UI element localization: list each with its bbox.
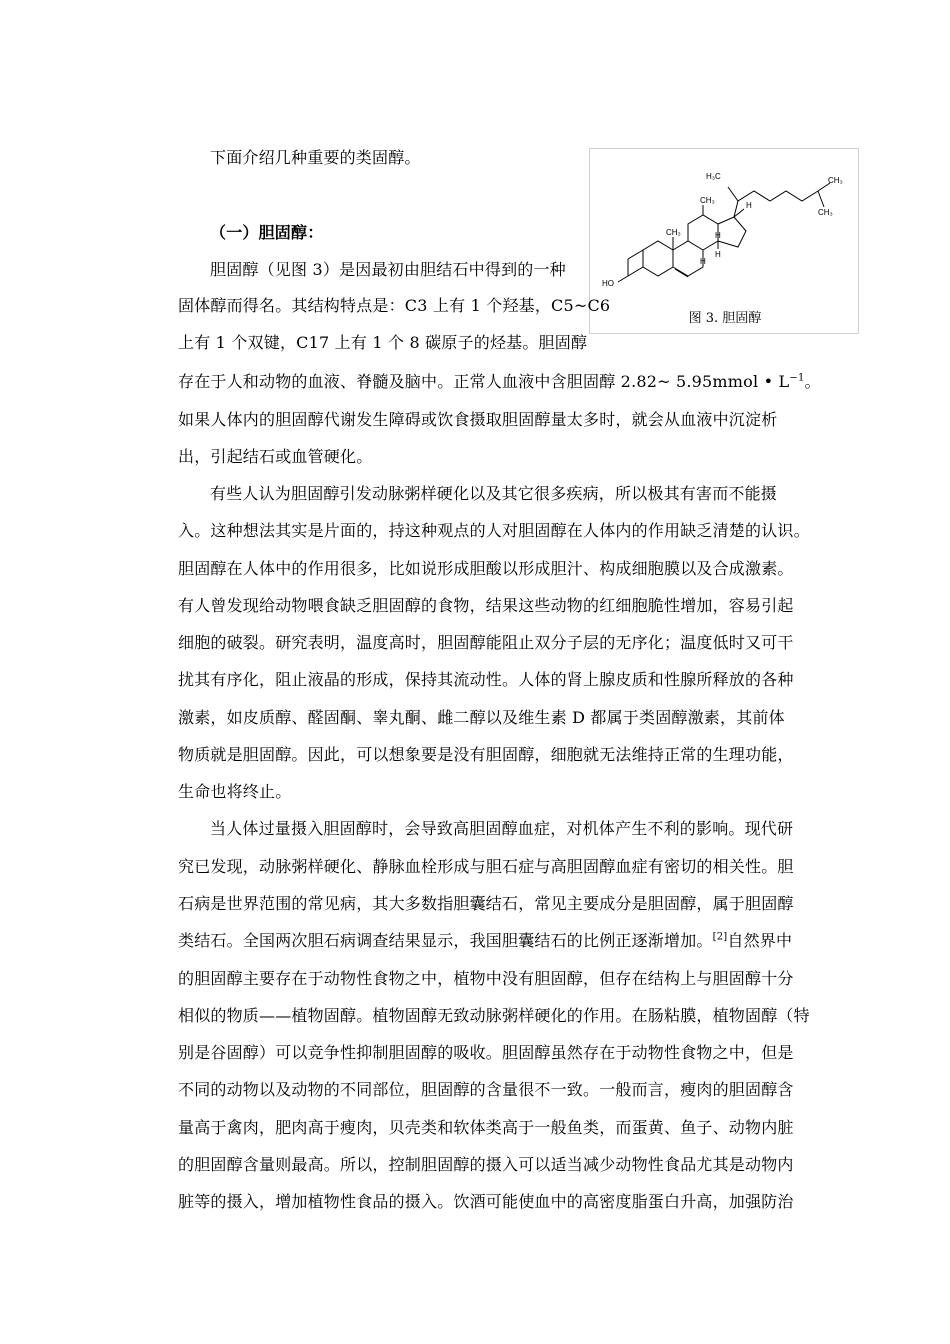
p2-line-6: 扰其有序化，阻止液晶的形成，保持其流动性。人体的肾上腺皮质和性腺所释放的各种 (178, 670, 794, 689)
p2-line-2: 入。这种想法其实是片面的，持这种观点的人对胆固醇在人体内的作用缺乏清楚的认识。 (178, 521, 810, 540)
figure-cholesterol (589, 148, 859, 334)
p1-line-2: 固体醇而得名。其结构特点是：C3 上有 1 个羟基，C5~C6 (178, 296, 611, 315)
p3-line-9: 量高于禽肉，肥肉高于瘦肉，贝壳类和软体类高于一般鱼类，而蛋黄、鱼子、动物内脏 (178, 1118, 794, 1137)
p3-line-2: 究已发现，动脉粥样硬化、静脉血栓形成与胆石症与高胆固醇血症有密切的相关性。胆 (178, 857, 794, 876)
p3-line-5: 的胆固醇主要存在于动物性食物之中，植物中没有胆固醇，但存在结构上与胆固醇十分 (178, 969, 794, 988)
p3-line-4 (178, 931, 792, 951)
label-h-c14: H (715, 250, 721, 259)
figure-caption: 图 3. 胆固醇 (688, 311, 762, 326)
p1-line-4 (178, 372, 821, 392)
p1-line-1: 胆固醇（见图 3）是因最初由胆结石中得到的一种 (210, 260, 566, 279)
label-ho: HO (602, 279, 614, 288)
p3-line-4-text: 类结石。全国两次胆石病调查结果显示，我国胆囊结石的比例正逐渐增加。 (178, 931, 713, 950)
p1-line-4-end: 。 (804, 372, 821, 391)
p1-line-4-text: 存在于人和动物的血液、脊髓及脑中。正常人血液中含胆固醇 2.82~ 5.95mmol • L (178, 372, 790, 391)
label-ch3-ring-c: CH₃ (700, 196, 715, 205)
label-h-c8: H (700, 257, 706, 266)
p2-line-8: 物质就是胆固醇。因此，可以想象要是没有胆固醇，细胞就无法维持正常的生理功能， (178, 745, 794, 764)
p1-line-3: 上有 1 个双键，C17 上有 1 个 8 碳原子的烃基。胆固醇 (178, 333, 588, 352)
p2-line-3: 胆固醇在人体中的作用很多，比如说形成胆酸以形成胆汁、构成细胞膜以及合成激素。 (178, 559, 794, 578)
label-h-c17: H (746, 201, 752, 210)
p3-line-3: 石病是世界范围的常见病，其大多数指胆囊结石，常见主要成分是胆固醇，属于胆固醇 (178, 894, 794, 913)
label-h-c9: H (715, 231, 721, 240)
cholesterol-structure-diagram (598, 161, 852, 311)
label-ch3-ring-a: CH₃ (666, 228, 681, 237)
label-ch3-top: CH₃ (828, 176, 843, 185)
p2-line-4: 有人曾发现给动物喂食缺乏胆固醇的食物，结果这些动物的红细胞脆性增加，容易引起 (178, 596, 794, 615)
p3-line-7: 别是谷固醇）可以竞争性抑制胆固醇的吸收。胆固醇虽然存在于动物性食物之中，但是 (178, 1043, 794, 1062)
label-h3c: H₃C (706, 172, 721, 181)
p2-line-9: 生命也将终止。 (178, 782, 292, 801)
section-heading: （一）胆固醇： (210, 223, 324, 242)
p2-line-5: 细胞的破裂。研究表明，温度高时，胆固醇能阻止双分子层的无序化；温度低时又可干 (178, 633, 794, 652)
p3-line-6: 相似的物质——植物固醇。植物固醇无致动脉粥样硬化的作用。在肠粘膜，植物固醇（特 (178, 1006, 810, 1025)
p1-line-6: 出，引起结石或血管硬化。 (178, 447, 373, 466)
p2-line-1: 有些人认为胆固醇引发动脉粥样硬化以及其它很多疾病，所以极其有害而不能摄 (210, 484, 778, 503)
p3-line-4-tail: 自然界中 (727, 931, 793, 950)
p3-line-10: 的胆固醇含量则最高。所以，控制胆固醇的摄入可以适当减少动物性食品尤其是动物内 (178, 1155, 794, 1174)
p3-line-8: 不同的动物以及动物的不同部位，胆固醇的含量很不一致。一般而言，瘦肉的胆固醇含 (178, 1080, 794, 1099)
p3-line-1: 当人体过量摄入胆固醇时，会导致高胆固醇血症，对机体产生不利的影响。现代研 (210, 819, 794, 838)
unit-superscript: −1 (789, 372, 805, 384)
intro-text: 下面介绍几种重要的类固醇。 (210, 148, 421, 167)
p1-line-5: 如果人体内的胆固醇代谢发生障碍或饮食摄取胆固醇量太多时，就会从血液中沉淀析 (178, 410, 778, 429)
p3-line-11: 脏等的摄入，增加植物性食品的摄入。饮酒可能使血中的高密度脂蛋白升高，加强防治 (178, 1192, 794, 1211)
p2-line-7: 激素，如皮质醇、醛固酮、睾丸酮、雌二醇以及维生素 D 都属于类固醇激素，其前体 (178, 708, 785, 727)
label-ch3-bottom: CH₃ (818, 208, 833, 217)
citation-marker: [2] (712, 931, 728, 943)
